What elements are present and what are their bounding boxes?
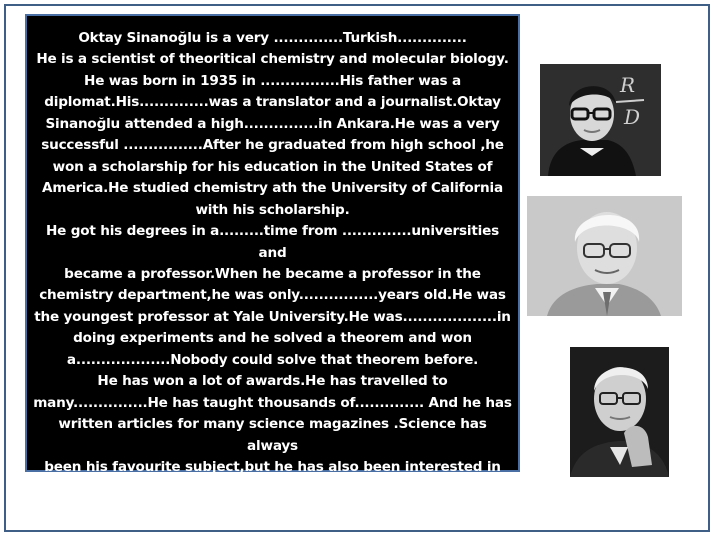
- passage-line: He is a scientist of theoritical chemistry and molecular biology.: [36, 51, 509, 68]
- passage-line: successful ................After he graduated from high school ,he: [41, 137, 504, 154]
- passage-line: with his scholarship.: [195, 201, 350, 218]
- passage-line: Oktay Sinanoğlu is a very ..............Turkish..............: [78, 30, 467, 46]
- blackboard-letter-d: D: [624, 105, 641, 129]
- portrait-elderly-hand-chin: [570, 347, 669, 477]
- passage-line: became a professor.When he became a professor in the: [64, 265, 481, 282]
- portrait-white-hair: [527, 196, 682, 316]
- passage-line: won a scholarship for his education in the United States of: [52, 158, 493, 175]
- passage-line: written articles for many science magazines .Science has always: [58, 416, 487, 454]
- passage-line: He got his degrees in a.........time from ..............universities and: [45, 223, 499, 261]
- passage-line: He has won a lot of awards.He has travelled to: [97, 373, 448, 390]
- passage-line: doing experiments and he solved a theorem and won: [73, 330, 472, 347]
- blackboard-letter-r: R: [620, 73, 636, 97]
- passage-line: many...............He has taught thousands of.............. And he has: [33, 394, 512, 411]
- text-panel: [25, 14, 520, 497]
- passage-line: the youngest professor at Yale University.He was...................in: [34, 308, 511, 325]
- passage-line: been his favourite subject,but he has also been interested in: [44, 459, 501, 476]
- cloze-passage: [33, 28, 512, 500]
- passage-line: a...................Nobody could solve that theorem before.: [66, 351, 479, 368]
- passage-line: culture ,education and art.: [172, 480, 373, 497]
- passage-line: diplomat.His..............was a translator and a journalist.Oktay: [44, 94, 501, 111]
- passage-line: America.He studied chemistry ath the University of California: [42, 180, 503, 197]
- passage-line: chemistry department,he was only................years old.He was: [39, 287, 506, 304]
- portrait-young-glasses: [540, 64, 661, 176]
- passage-line: He was born in 1935 in ................His father was a: [84, 72, 461, 89]
- passage-line: Sinanoğlu attended a high...............in Ankara.He was a very: [45, 115, 500, 132]
